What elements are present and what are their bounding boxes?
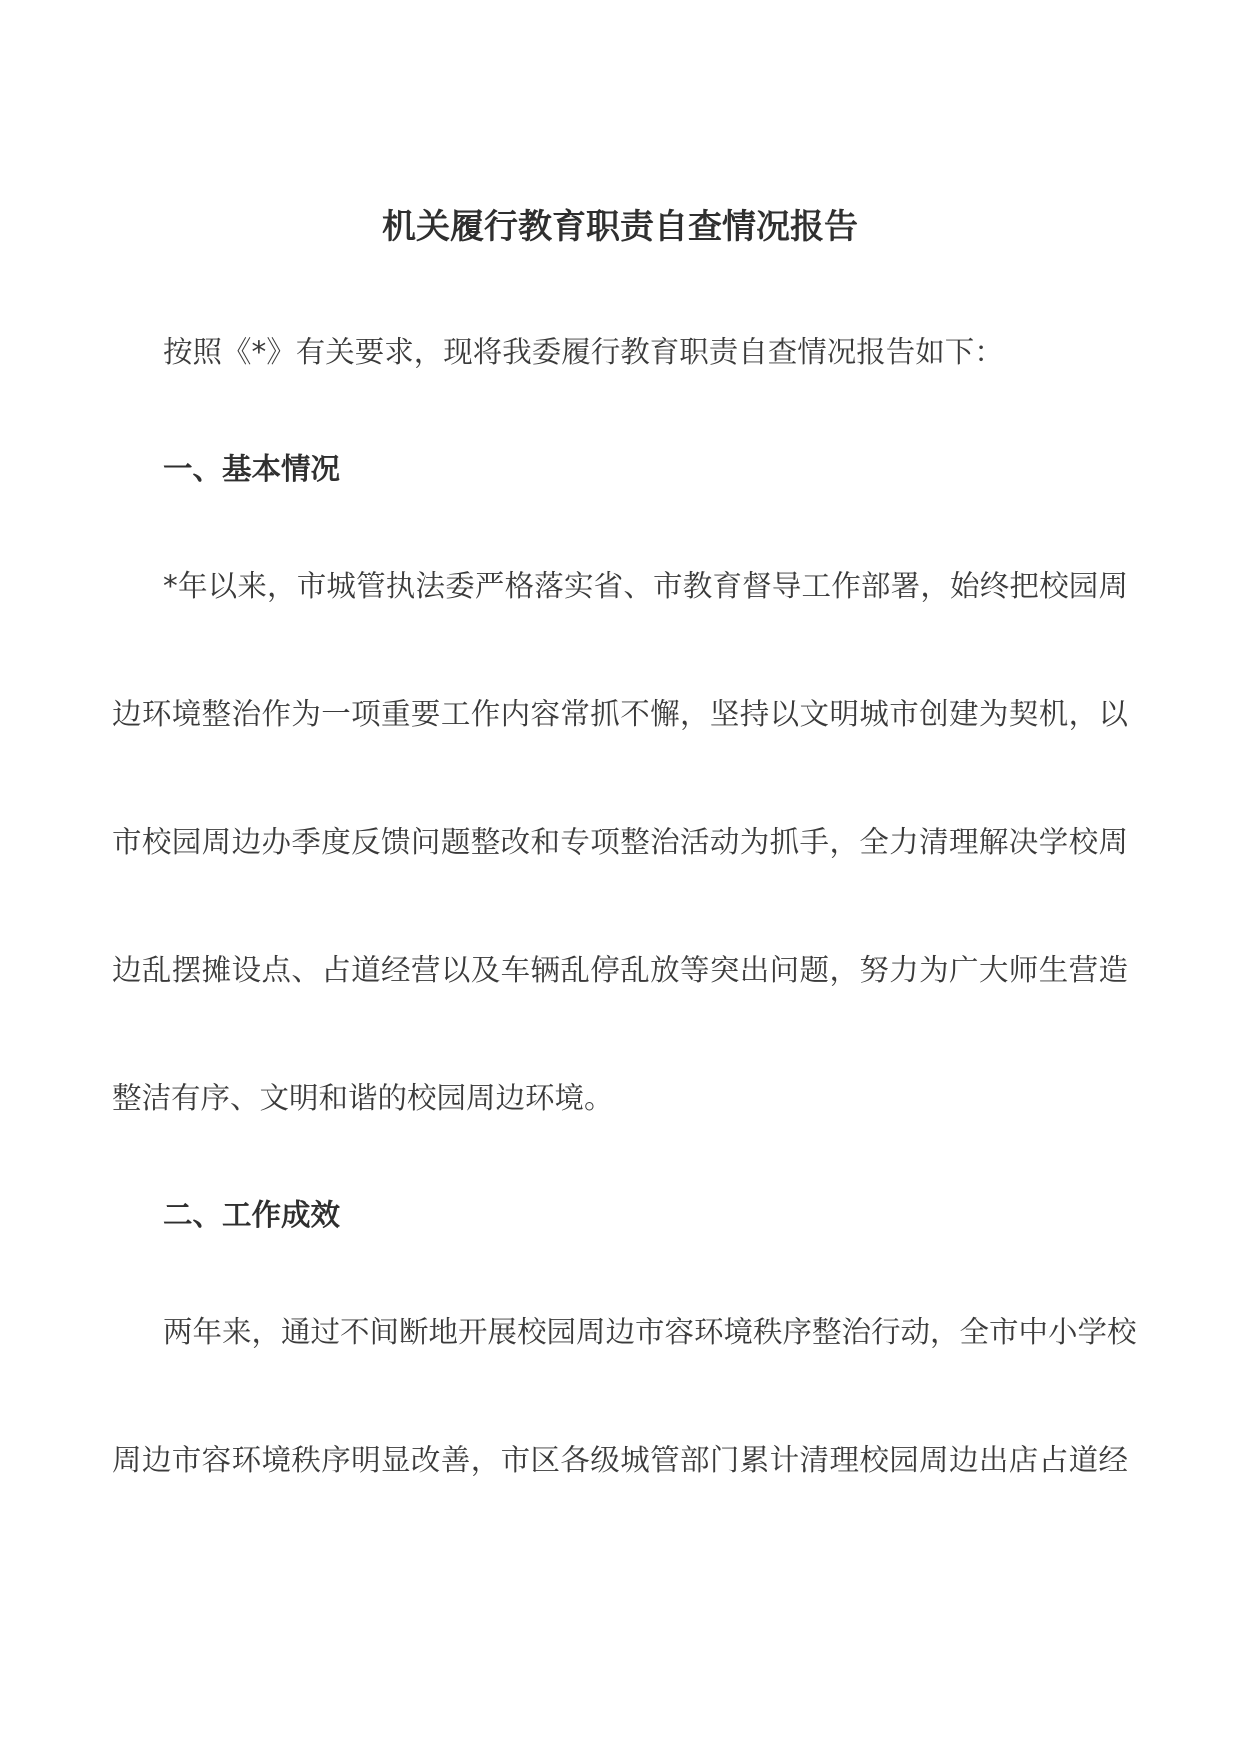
paragraph-line: 边乱摆摊设点、占道经营以及车辆乱停乱放等突出问题，努力为广大师生营造	[112, 953, 1128, 987]
intro-paragraph: 按照《*》有关要求，现将我委履行教育职责自查情况报告如下：	[163, 335, 1004, 369]
paragraph-line: 两年来，通过不间断地开展校园周边市容环境秩序整治行动，全市中小学校	[163, 1315, 1137, 1349]
document-title: 机关履行教育职责自查情况报告	[382, 207, 858, 247]
paragraph-line: 整洁有序、文明和谐的校园周边环境。	[112, 1081, 614, 1115]
paragraph-line: *年以来，市城管执法委严格落实省、市教育督导工作部署，始终把校园周	[163, 569, 1128, 603]
section-heading-basic-situation: 一、基本情况	[163, 452, 341, 486]
paragraph-line: 周边市容环境秩序明显改善，市区各级城管部门累计清理校园周边出店占道经	[112, 1443, 1128, 1477]
paragraph-line: 边环境整治作为一项重要工作内容常抓不懈，坚持以文明城市创建为契机，以	[112, 697, 1128, 731]
paragraph-line: 市校园周边办季度反馈问题整改和专项整治活动为抓手，全力清理解决学校周	[112, 825, 1128, 859]
section-heading-work-results: 二、工作成效	[163, 1198, 341, 1232]
